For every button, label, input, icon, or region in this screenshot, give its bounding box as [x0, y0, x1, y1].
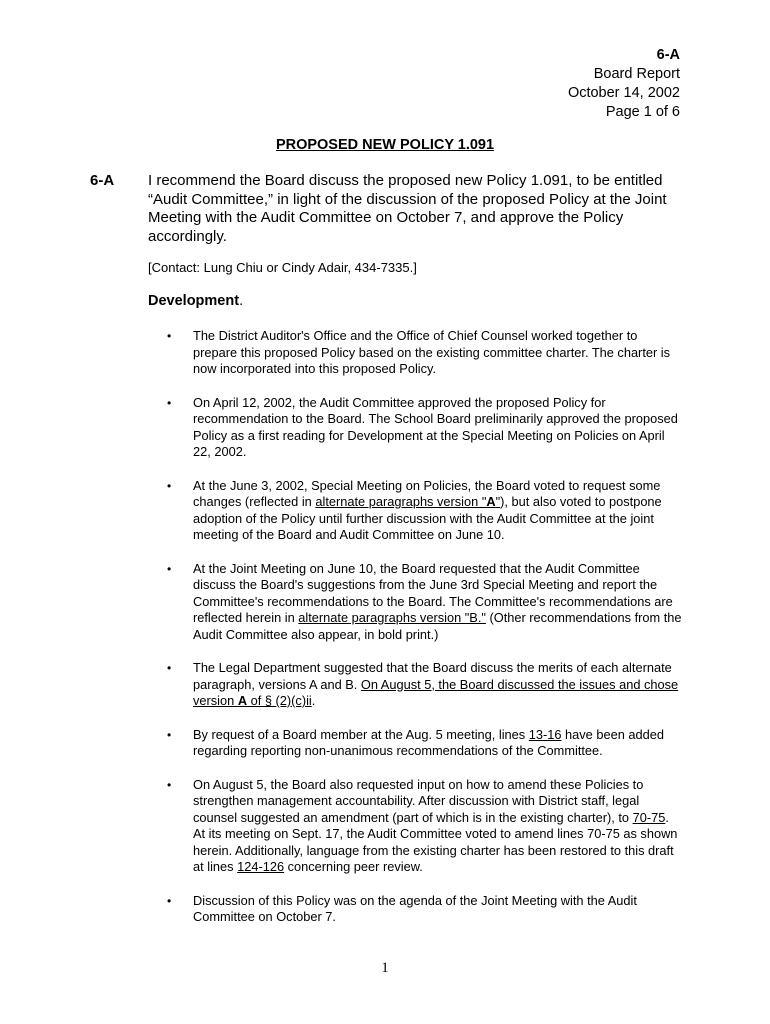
- bullet-text: By request of a Board member at the Aug. 5 meeting, lines: [193, 726, 529, 742]
- recommendation-text: I recommend the Board discuss the proposed new Policy 1.091, to be entitled “Audit Committee,” in light of the discussion of the proposed Policy at the Joint Meeting with the Audit Committee on October 7, and approve the Policy accordingly.: [148, 172, 667, 245]
- bullet-text: At the June 3, 2002, Special Meeting on Policies, the Board voted to request some changes (reflected in: [193, 477, 661, 509]
- report-date: October 14, 2002: [567, 85, 680, 101]
- bullet-icon: •: [167, 561, 172, 576]
- page-title: PROPOSED NEW POLICY 1.091: [275, 137, 495, 153]
- bullet-text: The District Auditor's Office and the Office of Chief Counsel worked together to prepare this proposed Policy based on the existing committee charter. The charter is now incorporated into this proposed Policy.: [193, 328, 671, 376]
- list-item: [167, 395, 682, 461]
- bullet-text: (Other recommendations from the Audit Committee also appear, in bold print.): [193, 610, 682, 642]
- bullet-icon: •: [167, 395, 172, 410]
- page-indicator: Page 1 of 6: [605, 104, 680, 120]
- list-item: [167, 660, 682, 710]
- list-item: [167, 777, 682, 876]
- report-header: [568, 46, 680, 122]
- development-heading-period: .: [239, 293, 244, 309]
- development-heading-label: Development: [148, 293, 240, 309]
- underlined-segment: of § (2)(c)ii: [247, 693, 312, 708]
- bullet-icon: •: [167, 329, 172, 343]
- list-item: [167, 328, 682, 378]
- bullet-text: . At its meeting on Sept. 17, the Audit Committee voted to amend lines 70-75 as shown herein. Additionally, language from the existing charter has been restored to this draft at lines: [193, 809, 678, 874]
- underlined-segment: alternate paragraphs version ": [315, 494, 487, 509]
- bullet-icon: •: [167, 727, 172, 742]
- bullet-text: have been added regarding reporting non-unanimous recommendations of the Committee.: [193, 726, 664, 758]
- bullet-text: On April 12, 2002, the Audit Committee approved the proposed Policy for recommendation to the Board. The School Board preliminarily approved the proposed Policy as a first reading for Development at the Special Meeting on Policies on April 22, 2002.: [193, 394, 678, 459]
- bullet-text: On August 5, the Board also requested input on how to amend these Policies to strengthen management accountability. After discussion with District staff, legal counsel suggested an amendment (part of which is in the existing charter), to: [193, 776, 644, 825]
- bullet-text: ), but also voted to postpone adoption of the Policy until further discussion with the Audit Committee at the joint meeting of the Board and Audit Committee on June 10.: [193, 494, 662, 542]
- list-item: [167, 727, 682, 760]
- page-number: 1: [381, 960, 389, 976]
- bullet-icon: •: [167, 661, 172, 675]
- line-reference: 124-126: [237, 859, 285, 874]
- development-list: [167, 328, 682, 943]
- bullet-icon: •: [167, 893, 172, 908]
- bullet-icon: •: [167, 777, 172, 792]
- development-heading: [148, 293, 243, 309]
- contact-info: [Contact: Lung Chiu or Cindy Adair, 434-7335.]: [148, 260, 417, 275]
- bold-version-letter: A: [237, 693, 248, 708]
- underlined-segment: ": [495, 494, 501, 509]
- underlined-segment: On August 5, the Board discussed the issues and chose version: [193, 676, 679, 708]
- bullet-text: concerning peer review.: [284, 859, 423, 874]
- line-reference: 13-16: [528, 726, 562, 742]
- bullet-text: Discussion of this Policy was on the agenda of the Joint Meeting with the Audit Committee on October 7.: [193, 892, 637, 924]
- bullet-text: The Legal Department suggested that the Board discuss the merits of each alternate paragraph, versions A and B.: [193, 660, 672, 692]
- underlined-text: [315, 494, 500, 509]
- list-item: [167, 478, 682, 544]
- item-label: 6-A: [90, 172, 115, 189]
- bullet-icon: •: [167, 478, 172, 493]
- bullet-text: .: [311, 693, 316, 708]
- line-reference: 70-75: [632, 809, 666, 825]
- bold-version-letter: A: [486, 494, 496, 509]
- item-id: 6-A: [656, 47, 680, 63]
- list-item: [167, 893, 682, 926]
- list-item: [167, 561, 682, 644]
- underlined-text: alternate paragraphs version "B.": [298, 610, 486, 625]
- doc-type: Board Report: [593, 66, 680, 82]
- bullet-text: At the Joint Meeting on June 10, the Board requested that the Audit Committee discuss the Board's suggestions from the June 3rd Special Meeting and report the Committee's recommendations to the Board. The Committee's recommendations are reflected herein in: [193, 560, 673, 625]
